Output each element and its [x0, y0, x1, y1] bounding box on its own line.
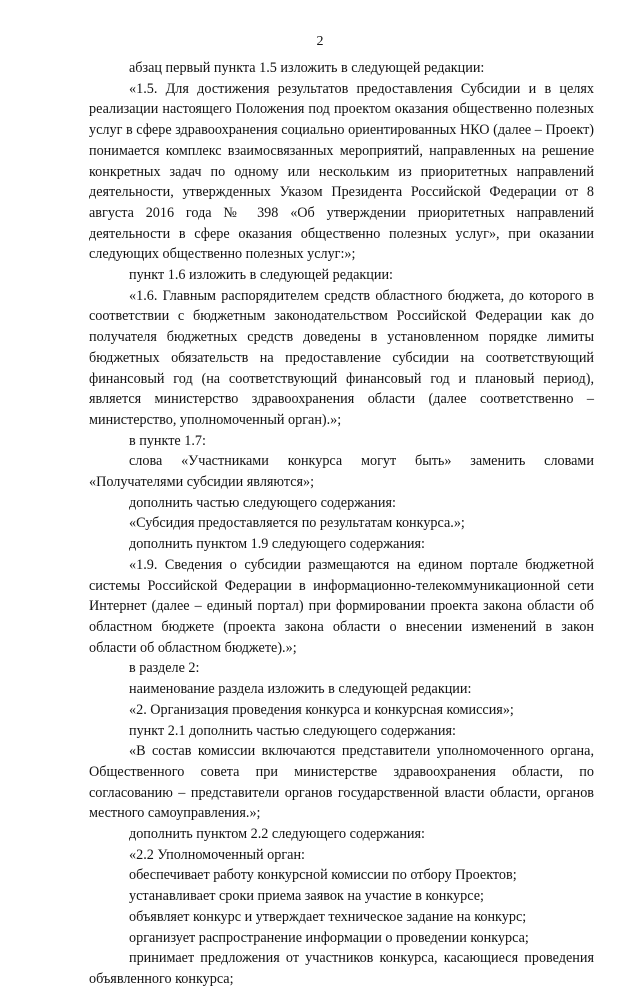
paragraph: абзац первый пункта 1.5 изложить в следующей редакции: — [129, 60, 485, 76]
paragraph: «В состав комиссии включаются представители уполномоченного органа, Общественного совета при министерстве здравоохранения области, по согласованию – представители органов государственной власти области, органов местного самоуправления.»; — [89, 743, 594, 822]
paragraph: дополнить пунктом 1.9 следующего содержания: — [129, 536, 425, 553]
paragraph: «2.2 Уполномоченный орган: — [129, 846, 305, 863]
paragraph: в пункте 1.7: — [129, 432, 206, 449]
document-body — [89, 58, 594, 990]
paragraph: слова «Участниками конкурса могут быть» заменить словами «Получателями субсидии являются»; — [89, 453, 594, 491]
page-number: 2 — [316, 34, 324, 49]
paragraph: «1.6. Главным распорядителем средств областного бюджета, до которого в соответствии с бюджетным законодательством Российской Федерации как до получателя бюджетных средств доведены в установленном порядке лимиты бюджетных обязательств на предоставление субсидии на соответствующий финансовый год (на соответствующий финансовый год и плановый период), является министерство здравоохранения области (далее соответственно – министерство, уполномоченный орган).»; — [89, 287, 594, 428]
paragraph: в разделе 2: — [129, 660, 200, 677]
paragraph: «2. Организация проведения конкурса и конкурсная комиссия»; — [129, 701, 514, 718]
paragraph: наименование раздела изложить в следующей редакции: — [129, 681, 472, 698]
paragraph: объявляет конкурс и утверждает техническое задание на конкурс; — [129, 908, 527, 925]
paragraph: принимает предложения от участников конкурса, касающиеся проведения объявленного конкурса; — [89, 950, 594, 987]
paragraph: «1.5. Для достижения результатов предоставления Субсидии и в целях реализации настоящего Положения под проектом оказания общественно полезных услуг в сфере здравоохранения социально ориентированных НКО (далее – Проект) понимается комплекс взаимосвязанных мероприятий, направленных на решение конкретных задач по одному или нескольким из приоритетных направлений деятельности, утвержденных Указом Президента Российской Федерации от 8 августа 2016 года № 398 «Об утверждении приоритетных направлений деятельности в сфере оказания общественно полезных услуг», при оказании следующих общественно полезных услуг:»; — [89, 80, 594, 263]
paragraph: пункт 1.6 изложить в следующей редакции: — [129, 267, 393, 284]
paragraph: дополнить частью следующего содержания: — [129, 494, 396, 511]
paragraph: «1.9. Сведения о субсидии размещаются на едином портале бюджетной системы Российской Федерации в информационно-телекоммуникационной сети Интернет (далее – единый портал) при формировании проекта закона области об областном бюджете (проекта закона области о внесении изменений в закон области об областном бюджете).»; — [89, 556, 594, 656]
paragraph: обеспечивает работу конкурсной комиссии по отбору Проектов; — [129, 867, 517, 884]
paragraph: дополнить пунктом 2.2 следующего содержания: — [129, 826, 425, 843]
paragraph: пункт 2.1 дополнить частью следующего содержания: — [129, 722, 456, 739]
paragraph: устанавливает сроки приема заявок на участие в конкурсе; — [129, 888, 484, 905]
paragraph: организует распространение информации о проведении конкурса; — [129, 929, 529, 946]
paragraph: «Субсидия предоставляется по результатам конкурса.»; — [129, 515, 465, 532]
